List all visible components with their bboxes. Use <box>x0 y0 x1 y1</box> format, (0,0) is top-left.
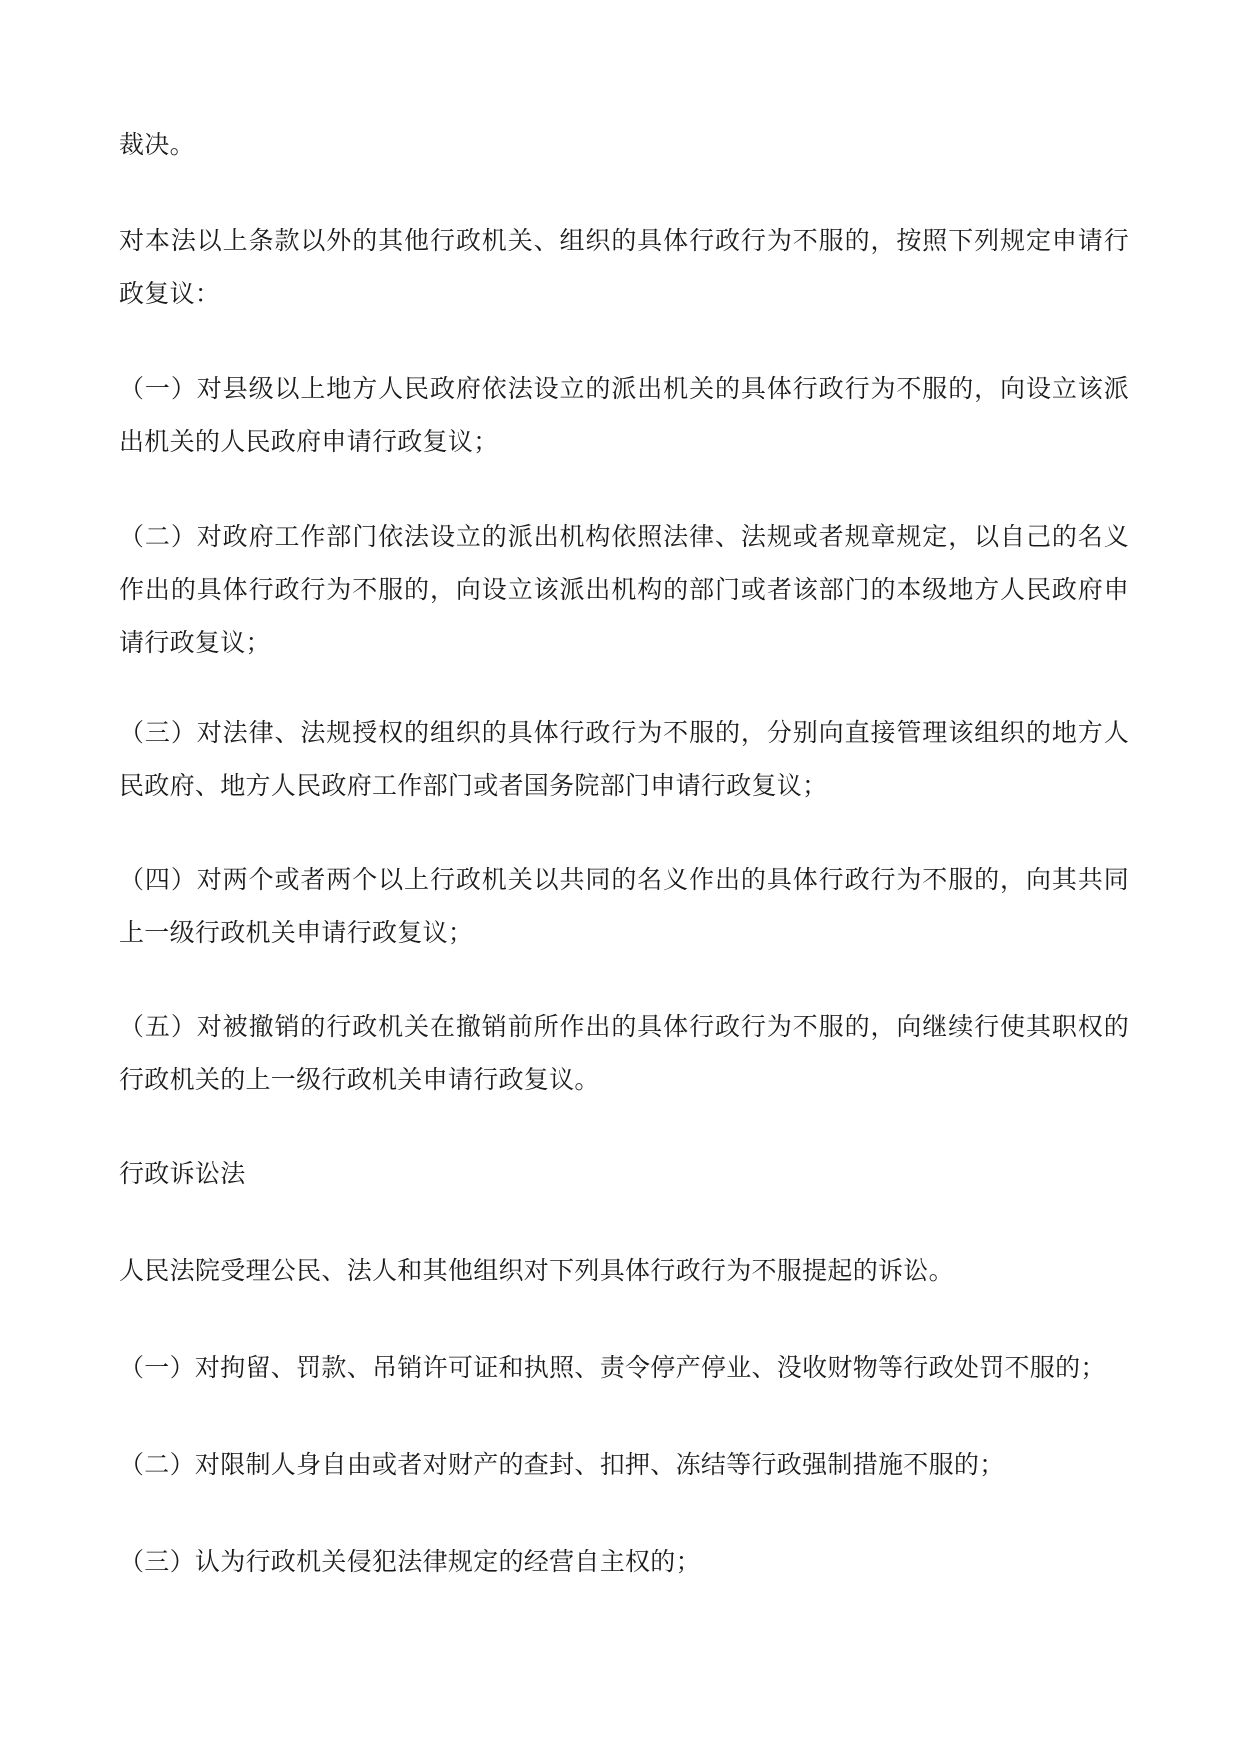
paragraph-court-acceptance-intro: 人民法院受理公民、法人和其他组织对下列具体行政行为不服提起的诉讼。 <box>119 1256 954 1285</box>
paragraph-ruling-end: 裁决。 <box>119 130 195 159</box>
paragraph-item-1-dispatched-organs: （一）对县级以上地方人民政府依法设立的派出机关的具体行政行为不服的，向设立该派出机关的人民政府申请行政复议； <box>119 374 1129 456</box>
section-heading-administrative-litigation-law: 行政诉讼法 <box>119 1159 246 1188</box>
paragraph-litigation-item-1: （一）对拘留、罚款、吊销许可证和执照、责令停产停业、没收财物等行政处罚不服的； <box>119 1353 1106 1382</box>
paragraph-item-4-joint-organs: （四）对两个或者两个以上行政机关以共同的名义作出的具体行政行为不服的，向其共同上一级行政机关申请行政复议； <box>119 865 1129 947</box>
paragraph-item-5-abolished-organs: （五）对被撤销的行政机关在撤销前所作出的具体行政行为不服的，向继续行使其职权的行政机关的上一级行政机关申请行政复议。 <box>119 1012 1129 1094</box>
paragraph-litigation-item-3: （三）认为行政机关侵犯法律规定的经营自主权的； <box>119 1547 701 1576</box>
paragraph-litigation-item-2: （二）对限制人身自由或者对财产的查封、扣押、冻结等行政强制措施不服的； <box>119 1450 1005 1479</box>
paragraph-other-organs-intro: 对本法以上条款以外的其他行政机关、组织的具体行政行为不服的，按照下列规定申请行政复议： <box>119 226 1129 308</box>
paragraph-item-3-authorized-organizations: （三）对法律、法规授权的组织的具体行政行为不服的，分别向直接管理该组织的地方人民政府、地方人民政府工作部门或者国务院部门申请行政复议； <box>119 718 1129 800</box>
paragraph-item-2-dispatched-agencies: （二）对政府工作部门依法设立的派出机构依照法律、法规或者规章规定，以自己的名义作出的具体行政行为不服的，向设立该派出机构的部门或者该部门的本级地方人民政府申请行政复议； <box>119 522 1129 657</box>
